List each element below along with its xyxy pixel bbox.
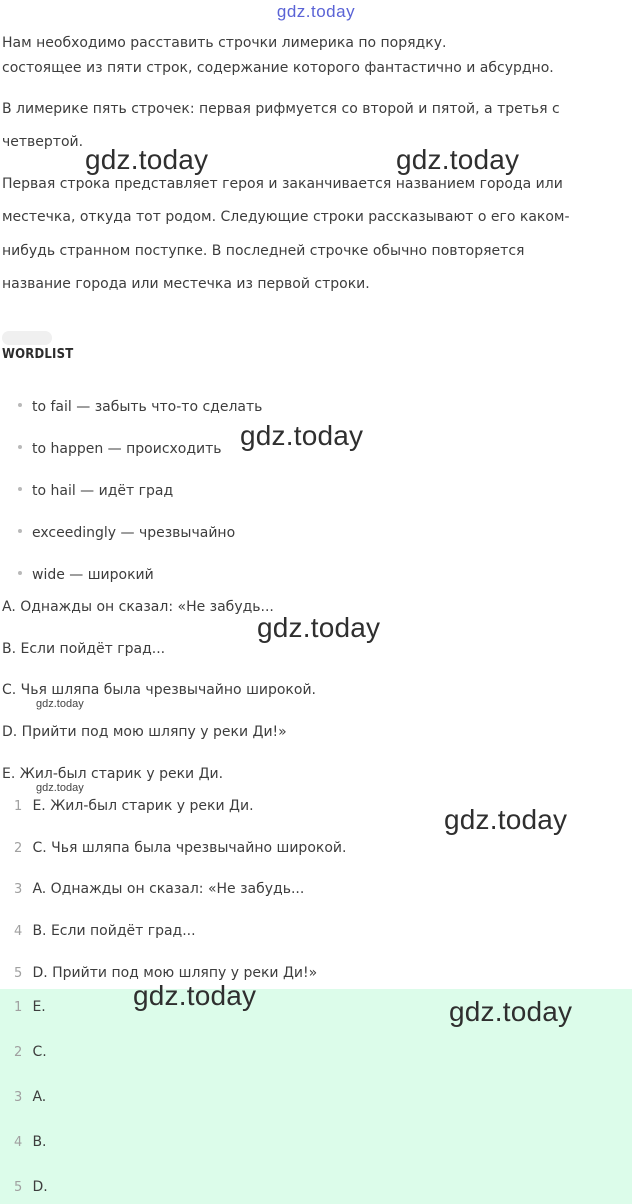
intro-line: состоящее из пяти строк, содержание которого фантастично и абсурдно. [2,60,554,76]
answer-item: 1 E. [14,999,46,1015]
site-logo[interactable]: gdz.today [276,2,356,21]
option-line: B. Если пойдёт град... [2,641,166,657]
wordlist-item: to fail — забыть что-то сделать [18,399,262,415]
watermark: gdz.today [396,144,520,175]
watermark-small: gdz.today [36,698,84,710]
ordered-item: 2 C. Чья шляпа была чрезвычайно широкой. [14,840,347,856]
option-line: E. Жил-был старик у реки Ди. [2,766,224,782]
tag-pill [2,331,52,345]
option-line: A. Однажды он сказал: «Не забудь... [2,599,274,615]
ordered-item: 5 D. Прийти под мою шляпу у реки Ди!» [14,965,318,981]
intro-line: местечка, откуда тот родом. Следующие строки рассказывают о его каком- [2,209,570,225]
watermark: gdz.today [85,144,209,175]
answer-item: 3 A. [14,1089,47,1105]
intro-line: название города или местечка из первой строки. [2,276,370,292]
watermark: gdz.today [257,612,381,643]
watermark: gdz.today [133,980,257,1011]
intro-line: четвертой. [2,134,84,150]
intro-line: нибудь странном поступке. В последней строчке обычно повторяется [2,243,525,259]
intro-line: Первая строка представляет героя и заканчивается названием города или [2,176,563,192]
intro-line: В лимерике пять строчек: первая рифмуется со второй и пятой, а третья с [2,101,560,117]
bullet-icon [18,487,22,491]
wordlist-heading: WORDLIST [2,347,74,362]
bullet-icon [18,529,22,533]
watermark-small: gdz.today [36,782,84,794]
answer-item: 5 D. [14,1179,48,1195]
ordered-item: 3 A. Однажды он сказал: «Не забудь... [14,881,305,897]
option-line: C. Чья шляпа была чрезвычайно широкой. [2,682,316,698]
wordlist-item: to hail — идёт град [18,483,173,499]
bullet-icon [18,445,22,449]
answer-item: 2 C. [14,1044,47,1060]
watermark: gdz.today [240,420,364,451]
bullet-icon [18,403,22,407]
watermark: gdz.today [444,804,568,835]
wordlist-item: exceedingly — чрезвычайно [18,525,235,541]
option-line: D. Прийти под мою шляпу у реки Ди!» [2,724,287,740]
wordlist-item: wide — широкий [18,567,154,583]
wordlist-item: to happen — происходить [18,441,222,457]
bullet-icon [18,571,22,575]
watermark: gdz.today [449,996,573,1027]
ordered-item: 4 B. Если пойдёт град... [14,923,196,939]
ordered-item: 1 E. Жил-был старик у реки Ди. [14,798,254,814]
answer-item: 4 B. [14,1134,47,1150]
intro-line: Нам необходимо расставить строчки лимерика по порядку. [2,35,447,51]
